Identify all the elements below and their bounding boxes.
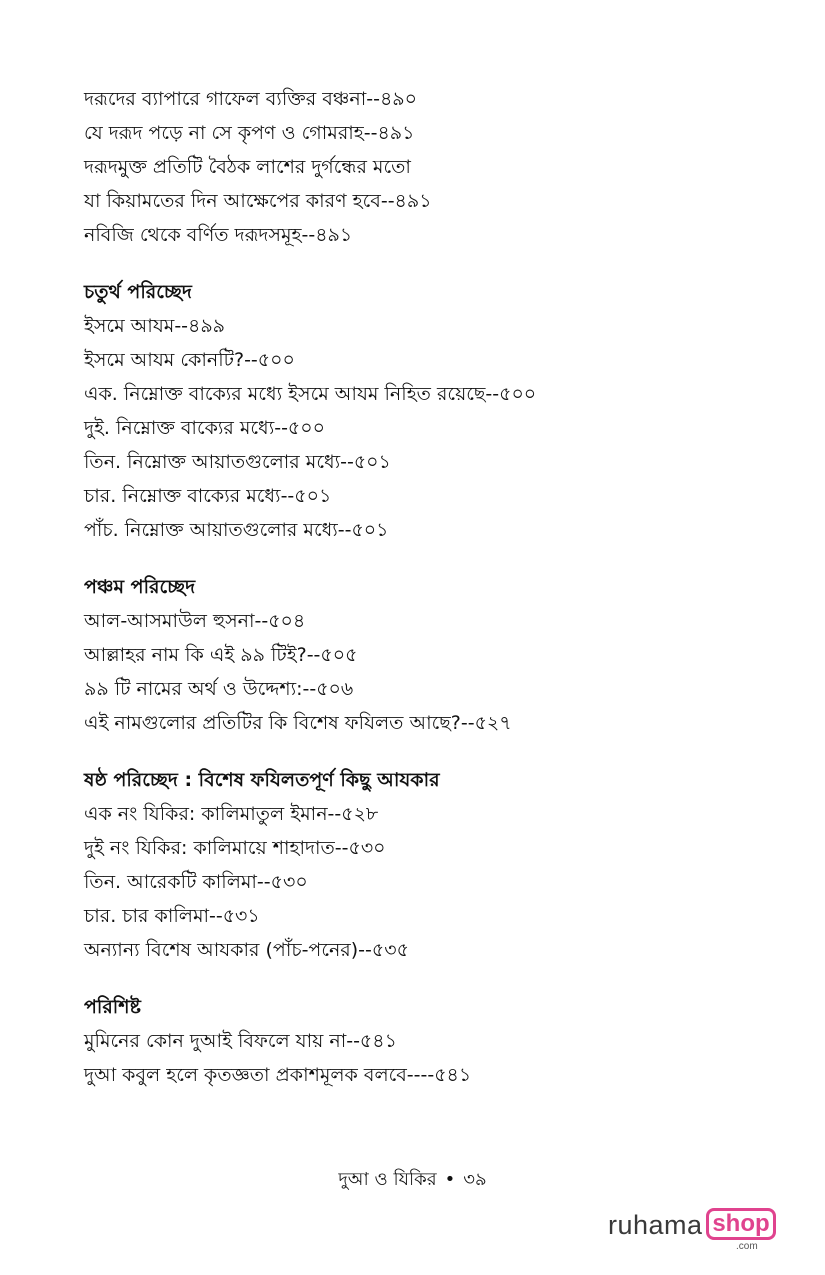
toc-entry: পাঁচ. নিম্নোক্ত আয়াতগুলোর মধ্যে--৫০১ <box>84 519 389 541</box>
toc-entry: তিন. আরেকটি কালিমা--৫৩০ <box>84 871 308 893</box>
toc-entry: দরূদমুক্ত প্রতিটি বৈঠক লাশের দুর্গন্ধের মতো <box>84 156 411 178</box>
toc-entry: দুই নং যিকির: কালিমায়ে শাহাদাত--৫৩০ <box>84 837 386 859</box>
toc-entry: অন্যান্য বিশেষ আযকার (পাঁচ-পনের)--৫৩৫ <box>84 939 409 961</box>
toc-entry: যা কিয়ামতের দিন আক্ষেপের কারণ হবে--৪৯১ <box>84 190 432 212</box>
toc-entry: ৯৯ টি নামের অর্থ ও উদ্দেশ্য:--৫০৬ <box>84 678 354 700</box>
page-number: ৩৯ <box>463 1169 487 1190</box>
logo-domain: .com <box>736 1241 758 1252</box>
toc-entry: আল-আসমাউল হুসনা--৫০৪ <box>84 610 306 632</box>
toc-entry: ইসমে আযম কোনটি?--৫০০ <box>84 349 295 371</box>
toc-entry: ইসমে আযম--৪৯৯ <box>84 315 226 337</box>
toc-section-chapter-5 <box>84 570 764 740</box>
section-heading: চতুর্থ পরিচ্ছেদ <box>84 281 192 303</box>
section-heading: পরিশিষ্ট <box>84 996 141 1018</box>
logo-brand-right: shop <box>706 1208 776 1240</box>
toc-entry: নবিজি থেকে বর্ণিত দরূদসমূহ--৪৯১ <box>84 224 353 246</box>
page-footer <box>0 1168 825 1192</box>
toc-entry: দুআ কবুল হলে কৃতজ্ঞতা প্রকাশমূলক বলবে----৫৪১ <box>84 1064 472 1086</box>
toc-entry: দুই. নিম্নোক্ত বাক্যের মধ্যে--৫০০ <box>84 417 325 439</box>
toc-entry: তিন. নিম্নোক্ত আয়াতগুলোর মধ্যে--৫০১ <box>84 451 391 473</box>
toc-entry: এই নামগুলোর প্রতিটির কি বিশেষ ফযিলত আছে?--৫২৭ <box>84 712 512 734</box>
toc-entry: এক. নিম্নোক্ত বাক্যের মধ্যে ইসমে আযম নিহিত রয়েছে--৫০০ <box>84 383 537 405</box>
toc-entry: যে দরূদ পড়ে না সে কৃপণ ও গোমরাহ--৪৯১ <box>84 122 415 144</box>
book-title: দুআ ও যিকির <box>338 1169 437 1190</box>
toc-entry: চার. নিম্নোক্ত বাক্যের মধ্যে--৫০১ <box>84 485 332 507</box>
toc-section-chapter-4 <box>84 275 764 547</box>
toc-section-durood <box>84 82 764 252</box>
section-heading: পঞ্চম পরিচ্ছেদ <box>84 576 196 598</box>
footer-separator: • <box>444 1169 456 1190</box>
toc-section-appendix <box>84 990 764 1092</box>
logo-brand-left: ruhama <box>608 1210 703 1240</box>
table-of-contents <box>84 82 764 1092</box>
toc-entry: চার. চার কালিমা--৫৩১ <box>84 905 260 927</box>
toc-section-chapter-6 <box>84 763 764 967</box>
toc-entry: দরূদের ব্যাপারে গাফেল ব্যক্তির বঞ্চনা--৪৯০ <box>84 88 417 110</box>
section-heading: ষষ্ঠ পরিচ্ছেদ : বিশেষ ফযিলতপূর্ণ কিছু আযকার <box>84 769 440 791</box>
toc-entry: মুমিনের কোন দুআই বিফলে যায় না--৫৪১ <box>84 1030 397 1052</box>
toc-entry: এক নং যিকির: কালিমাতুল ইমান--৫২৮ <box>84 803 379 825</box>
toc-entry: আল্লাহর নাম কি এই ৯৯ টিই?--৫০৫ <box>84 644 358 666</box>
